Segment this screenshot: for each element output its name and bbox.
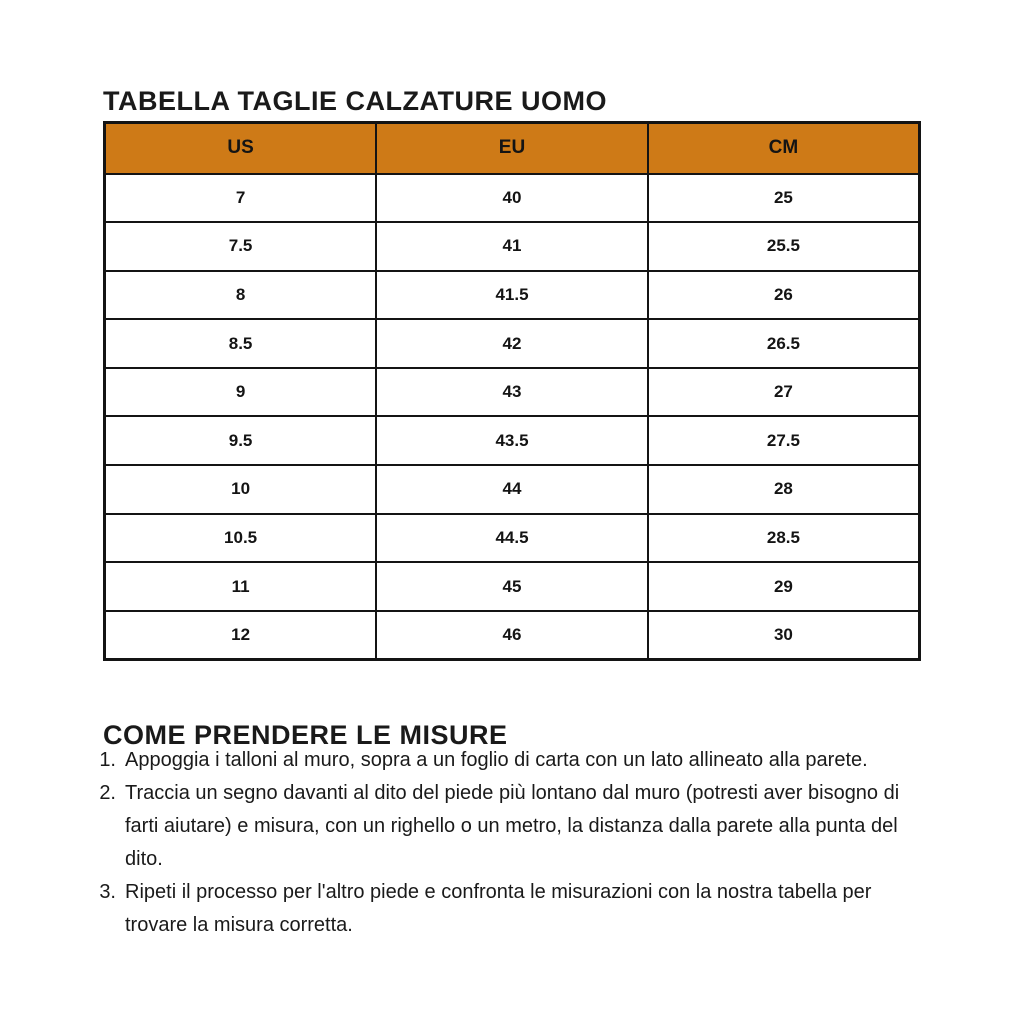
cell-cm: 30 bbox=[648, 611, 920, 660]
list-item bbox=[87, 876, 937, 942]
table-row bbox=[105, 222, 920, 271]
size-table-body bbox=[105, 174, 920, 660]
size-table bbox=[103, 121, 921, 661]
cell-eu: 43 bbox=[376, 368, 648, 417]
header-row bbox=[105, 123, 920, 174]
header-cell-cm: CM bbox=[648, 123, 920, 174]
table-row bbox=[105, 271, 920, 320]
cell-eu: 43.5 bbox=[376, 416, 648, 465]
cell-us: 10.5 bbox=[105, 514, 377, 563]
section-title-measuring: COME PRENDERE LE MISURE bbox=[103, 720, 508, 751]
cell-eu: 44.5 bbox=[376, 514, 648, 563]
page-title: TABELLA TAGLIE CALZATURE UOMO bbox=[103, 86, 607, 117]
table-row bbox=[105, 514, 920, 563]
cell-us: 12 bbox=[105, 611, 377, 660]
list-item-number: 3. bbox=[99, 881, 116, 903]
header-cell-us: US bbox=[105, 123, 377, 174]
cell-cm: 25.5 bbox=[648, 222, 920, 271]
list-item-text: Traccia un segno davanti al dito del piede più lontano dal muro (potresti aver bisogno di farti aiutare) e misura, con un righello o un metro, la distanza dalla parete alla punta del dito. bbox=[125, 782, 900, 870]
cell-eu: 45 bbox=[376, 562, 648, 611]
list-item-text: Ripeti il processo per l'altro piede e confronta le misurazioni con la nostra tabella per trovare la misura corretta. bbox=[125, 881, 872, 936]
cell-cm: 27 bbox=[648, 368, 920, 417]
cell-eu: 42 bbox=[376, 319, 648, 368]
cell-cm: 29 bbox=[648, 562, 920, 611]
table-row bbox=[105, 562, 920, 611]
table-row bbox=[105, 174, 920, 223]
cell-eu: 44 bbox=[376, 465, 648, 514]
cell-us: 8.5 bbox=[105, 319, 377, 368]
cell-us: 7 bbox=[105, 174, 377, 223]
header-cell-eu: EU bbox=[376, 123, 648, 174]
list-item-number: 2. bbox=[99, 782, 116, 804]
list-item bbox=[87, 744, 937, 777]
list-item bbox=[87, 777, 937, 876]
size-table-header bbox=[105, 123, 920, 174]
cell-cm: 28 bbox=[648, 465, 920, 514]
list-item-text: Appoggia i talloni al muro, sopra a un foglio di carta con un lato allineato alla parete. bbox=[125, 749, 868, 771]
cell-us: 9 bbox=[105, 368, 377, 417]
cell-cm: 26 bbox=[648, 271, 920, 320]
cell-cm: 26.5 bbox=[648, 319, 920, 368]
table-row bbox=[105, 416, 920, 465]
table-row bbox=[105, 611, 920, 660]
cell-cm: 25 bbox=[648, 174, 920, 223]
cell-us: 8 bbox=[105, 271, 377, 320]
table-row bbox=[105, 319, 920, 368]
cell-eu: 46 bbox=[376, 611, 648, 660]
table-row bbox=[105, 465, 920, 514]
cell-us: 10 bbox=[105, 465, 377, 514]
table-row bbox=[105, 368, 920, 417]
cell-cm: 27.5 bbox=[648, 416, 920, 465]
cell-us: 9.5 bbox=[105, 416, 377, 465]
cell-eu: 41 bbox=[376, 222, 648, 271]
cell-us: 7.5 bbox=[105, 222, 377, 271]
instructions-list bbox=[87, 744, 937, 942]
list-item-number: 1. bbox=[99, 749, 116, 771]
cell-cm: 28.5 bbox=[648, 514, 920, 563]
cell-us: 11 bbox=[105, 562, 377, 611]
cell-eu: 41.5 bbox=[376, 271, 648, 320]
cell-eu: 40 bbox=[376, 174, 648, 223]
